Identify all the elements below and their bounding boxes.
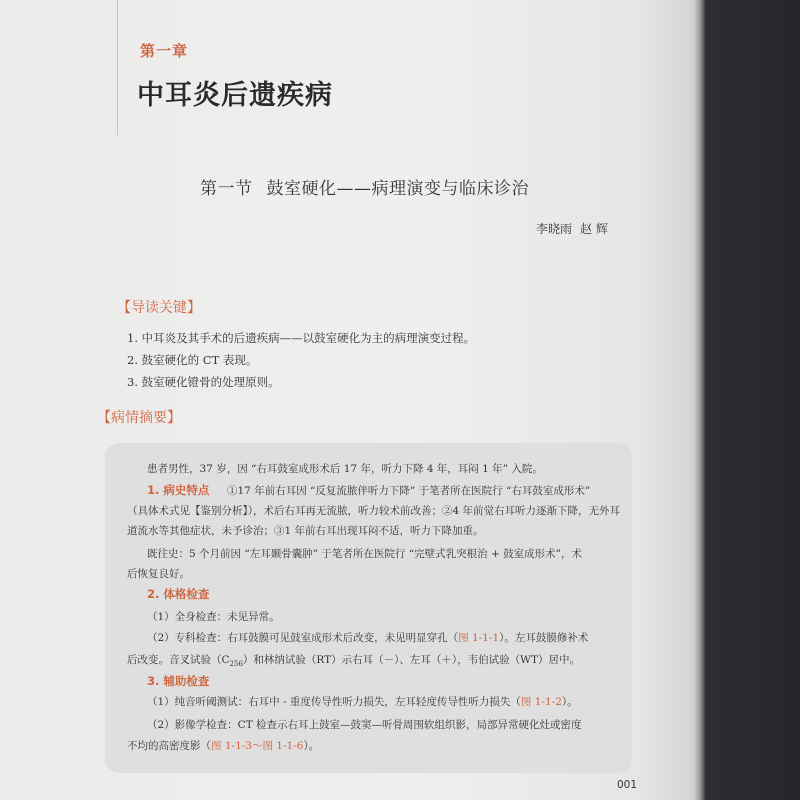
exam-special-line: （2）专科检查：右耳鼓膜可见鼓室成形术后改变，未见明显穿孔（图 1-1-1）。左耳鼓膜修补术: [147, 632, 589, 644]
aux-heading: 3. 辅助检查: [147, 674, 210, 688]
book-spine-edge: [688, 0, 800, 800]
list-item: 2. 鼓室硬化的 CT 表现。: [127, 353, 258, 367]
author: 李晓雨: [536, 222, 573, 236]
history-line: ①17 年前右耳因 “反复流脓伴听力下降” 于笔者所在医院行 “右耳鼓室成形术”: [227, 485, 591, 497]
figure-ref: 图 1-1-3～图 1-1-6: [211, 740, 304, 752]
figure-ref: 图 1-1-1: [458, 632, 500, 644]
chapter-title: 中耳炎后遗疾病: [137, 80, 333, 111]
figure-ref: 图 1-1-2: [520, 696, 562, 708]
section-title: [200, 174, 600, 199]
section-number: 第一节: [200, 179, 253, 199]
aux-imaging-line: 不均的高密度影（图 1-1-3～图 1-1-6）。: [127, 740, 320, 752]
authors: [536, 220, 608, 237]
guide-list: [127, 328, 475, 394]
past-history-line: 后恢复良好。: [127, 568, 190, 580]
exam-general: （1）全身检查：未见异常。: [147, 611, 280, 623]
page-number: 001: [617, 779, 638, 791]
list-item: 3. 鼓室硬化镫骨的处理原则。: [127, 375, 280, 389]
author: 赵 辉: [580, 222, 608, 236]
aux-imaging-line: （2）影像学检查：CT 检查示右耳上鼓室—鼓窦—听骨周围软组织影，局部异常硬化灶或密度: [147, 719, 582, 731]
guide-heading: 【导读关键】: [117, 300, 201, 316]
history-heading: 1. 病史特点: [147, 483, 210, 497]
case-intro: 患者男性，37 岁，因 “右耳鼓室成形术后 17 年，听力下降 4 年，耳闷 1 年” 入院。: [147, 463, 543, 475]
margin-rule: [117, 0, 118, 135]
chapter-label: 第一章: [140, 42, 189, 60]
history-line: （具体术式见【鉴别分析】），术后右耳再无流脓，听力较术前改善；②4 年前觉右耳听力逐渐下降，无外耳: [127, 505, 621, 517]
section-title-text: 鼓室硬化——病理演变与临床诊治: [266, 179, 529, 199]
past-history-line: 既往史：5 个月前因 “左耳颞骨囊肿” 于笔者所在医院行 “完壁式乳突根治 + 鼓室成形术”，术: [147, 548, 582, 560]
case-heading: 【病情摘要】: [97, 410, 181, 426]
aux-audio-line: （1）纯音听阈测试：右耳中 - 重度传导性听力损失，左耳轻度传导性听力损失（图 1-1-2）。: [147, 696, 578, 708]
exam-heading: 2. 体格检查: [147, 587, 210, 601]
history-line: 道流水等其他症状，未予诊治；③1 年前右耳出现耳闷不适，听力下降加重。: [127, 525, 484, 537]
exam-special-line: 后改变。音叉试验$(C_{256})$和林纳试验（RT）示右耳（－）、左耳（＋），韦伯试验（WT）居中。: [127, 654, 580, 669]
list-item: 1. 中耳炎及其手术的后遗疾病——以鼓室硬化为主的病理演变过程。: [127, 331, 476, 345]
